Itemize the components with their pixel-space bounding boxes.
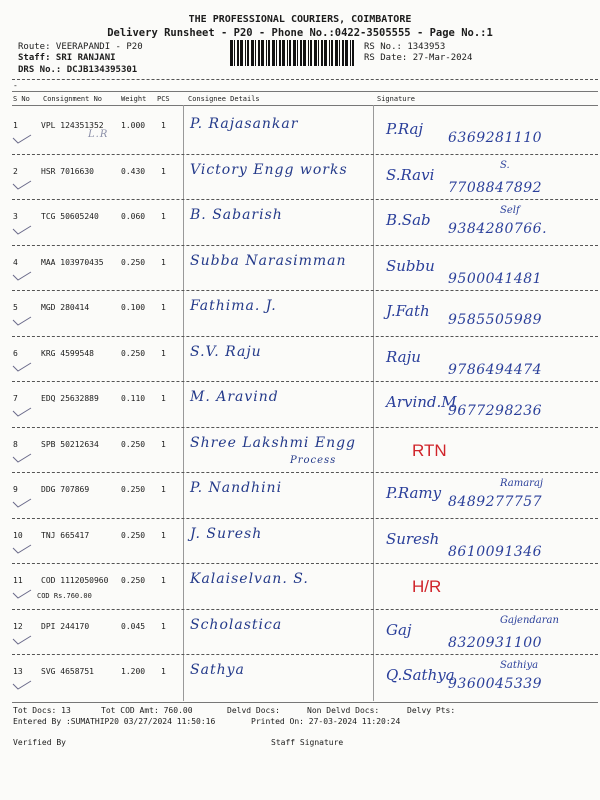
row-signature: B.Sab	[386, 211, 431, 229]
row-consignee: B. Sabarish	[190, 207, 283, 223]
row-consignment: COD 1112050960	[41, 576, 109, 585]
row-phone: 6369281110	[448, 130, 543, 146]
checkmark-icon	[12, 680, 32, 690]
row-weight: 0.430	[121, 167, 146, 176]
row-consignment: EDQ 25632889	[41, 394, 99, 403]
row-consignment: HSR 7016630	[41, 167, 94, 176]
row-signature: Suresh	[386, 530, 440, 548]
printed-on: Printed On: 27-03-2024 11:20:24	[251, 717, 401, 726]
row-weight: 0.250	[121, 440, 146, 449]
row-consignee: Shree Lakshmi Engg	[190, 435, 357, 451]
row-consignee: Kalaiselvan. S.	[190, 571, 309, 587]
row-phone: 9585505989	[448, 312, 543, 328]
runsheet-subtitle: Delivery Runsheet - P20 - Phone No.:0422-3505555 - Page No.:1	[107, 27, 493, 39]
row-pcs: 1	[161, 622, 166, 631]
row-extra: Process	[290, 455, 337, 466]
row-pcs: 1	[161, 121, 166, 130]
checkmark-icon	[12, 134, 32, 144]
row-consignee: P. Rajasankar	[190, 116, 299, 132]
row-sno: 11	[13, 576, 23, 585]
delivery-points: Delvy Pts:	[407, 706, 456, 715]
row-signature: Gaj	[386, 621, 412, 639]
row-sno: 8	[13, 440, 18, 449]
row-consignment: TCG 50605240	[41, 212, 99, 221]
staff-signature: Staff Signature	[271, 738, 344, 747]
row-signature: Subbu	[386, 257, 435, 275]
row-sno: 2	[13, 167, 18, 176]
row-weight: 0.045	[121, 622, 146, 631]
barcode	[230, 40, 356, 66]
checkmark-icon	[12, 407, 32, 417]
dash-mark: -	[13, 81, 18, 90]
row-signature: P.Ramy	[386, 484, 442, 502]
checkmark-icon	[12, 544, 32, 554]
row-weight: 0.110	[121, 394, 146, 403]
row-sno: 12	[13, 622, 23, 631]
company-title: THE PROFESSIONAL COURIERS, COIMBATORE	[188, 14, 412, 25]
row-consignee: P. Nandhini	[190, 480, 283, 496]
total-cod: Tot COD Amt: 760.00	[101, 706, 193, 715]
row-sno: 1	[13, 121, 18, 130]
row-consignee: Victory Engg works	[190, 162, 348, 178]
row-pcs: 1	[161, 167, 166, 176]
row-consignee: S.V. Raju	[190, 344, 262, 360]
entered-by: Entered By :SUMATHIP20 03/27/2024 11:50:16	[13, 717, 216, 726]
row-consignment: MAA 103970435	[41, 258, 104, 267]
row-consignee: Scholastica	[190, 617, 283, 633]
row-sno: 3	[13, 212, 18, 221]
row-consignee: Subba Narasimman	[190, 253, 347, 269]
row-weight: 0.060	[121, 212, 146, 221]
row-pcs: 1	[161, 258, 166, 267]
row-consignment: SVG 4658751	[41, 667, 94, 676]
col-signature: Signature	[377, 95, 415, 103]
row-sno: 4	[13, 258, 18, 267]
row-note: H/R	[412, 577, 442, 596]
row-consignee: Sathya	[190, 662, 245, 678]
row-note: RTN	[412, 441, 447, 460]
row-signature: Q.Sathya	[386, 666, 455, 684]
row-phone: 8610091346	[448, 544, 543, 560]
row-phone: 9786494474	[448, 362, 543, 378]
row-signature: P.Raj	[386, 120, 424, 138]
row-sno: 7	[13, 394, 18, 403]
row-phone: 8489277757	[448, 494, 543, 510]
row-phone: 7708847892	[448, 180, 543, 196]
col-consignee: Consignee Details	[188, 95, 260, 103]
checkmark-icon	[12, 225, 32, 235]
row-consignment: MGD 280414	[41, 303, 90, 312]
row-sno: 13	[13, 667, 23, 676]
row-consignment: VPL 124351352	[41, 121, 104, 130]
checkmark-icon	[12, 271, 32, 281]
row-phone: 9677298236	[448, 403, 543, 419]
col-consignment: Consignment No	[43, 95, 103, 103]
rs-number: RS No.: 1343953	[364, 42, 446, 52]
col-sno: S No	[13, 95, 30, 103]
row-sno: 6	[13, 349, 18, 358]
total-docs: Tot Docs: 13	[13, 706, 71, 715]
row-sno: 5	[13, 303, 18, 312]
row-phone: 9500041481	[448, 271, 543, 287]
row-pcs: 1	[161, 212, 166, 221]
row-pcs: 1	[161, 303, 166, 312]
row-consignee: Fathima. J.	[190, 298, 277, 314]
row-weight: 0.250	[121, 531, 146, 540]
row-note: Gajendaran	[500, 615, 559, 626]
row-note: Self	[500, 205, 520, 216]
row-note: Ramaraj	[500, 478, 544, 489]
staff-label: Staff: SRI RANJANI	[18, 53, 116, 63]
row-weight: 0.250	[121, 349, 146, 358]
row-pcs: 1	[161, 394, 166, 403]
checkmark-icon	[12, 362, 32, 372]
row-weight: 1.200	[121, 667, 146, 676]
row-consignment: KRG 4599548	[41, 349, 94, 358]
rs-date: RS Date: 27-Mar-2024	[364, 53, 473, 63]
row-extra: COD Rs.760.00	[37, 592, 92, 600]
row-weight: 0.250	[121, 258, 146, 267]
checkmark-icon	[12, 589, 32, 599]
row-extra: L.R	[88, 129, 109, 140]
row-pcs: 1	[161, 349, 166, 358]
row-phone: 8320931100	[448, 635, 543, 651]
row-weight: 0.250	[121, 576, 146, 585]
checkmark-icon	[12, 498, 32, 508]
checkmark-icon	[12, 635, 32, 645]
row-signature: Raju	[386, 348, 421, 366]
route-label: Route: VEERAPANDI - P20	[18, 42, 143, 52]
checkmark-icon	[12, 180, 32, 190]
row-phone: 9360045339	[448, 676, 543, 692]
row-signature: J.Fath	[386, 302, 430, 320]
row-sno: 9	[13, 485, 18, 494]
col-pcs: PCS	[157, 95, 170, 103]
row-note: Sathiya	[500, 660, 539, 671]
drs-number: DRS No.: DCJB134395301	[18, 65, 138, 75]
row-weight: 1.000	[121, 121, 146, 130]
row-pcs: 1	[161, 576, 166, 585]
row-consignee: J. Suresh	[190, 526, 263, 542]
row-consignment: DDG 707869	[41, 485, 90, 494]
row-consignee: M. Aravind	[190, 389, 279, 405]
row-consignment: SPB 50212634	[41, 440, 99, 449]
row-pcs: 1	[161, 485, 166, 494]
delivered-docs: Delvd Docs:	[227, 706, 280, 715]
row-signature: S.Ravi	[386, 166, 435, 184]
checkmark-icon	[12, 453, 32, 463]
row-pcs: 1	[161, 531, 166, 540]
row-pcs: 1	[161, 440, 166, 449]
row-pcs: 1	[161, 667, 166, 676]
checkmark-icon	[12, 316, 32, 326]
col-weight: Weight	[121, 95, 147, 103]
row-sno: 10	[13, 531, 23, 540]
row-weight: 0.100	[121, 303, 146, 312]
non-delivered-docs: Non Delvd Docs:	[307, 706, 380, 715]
verified-by: Verified By	[13, 738, 66, 747]
row-note: S.	[500, 160, 510, 171]
row-weight: 0.250	[121, 485, 146, 494]
row-consignment: DPI 244170	[41, 622, 90, 631]
row-signature: Arvind.M	[386, 393, 457, 411]
row-phone: 9384280766.	[448, 221, 548, 237]
row-consignment: TNJ 665417	[41, 531, 90, 540]
